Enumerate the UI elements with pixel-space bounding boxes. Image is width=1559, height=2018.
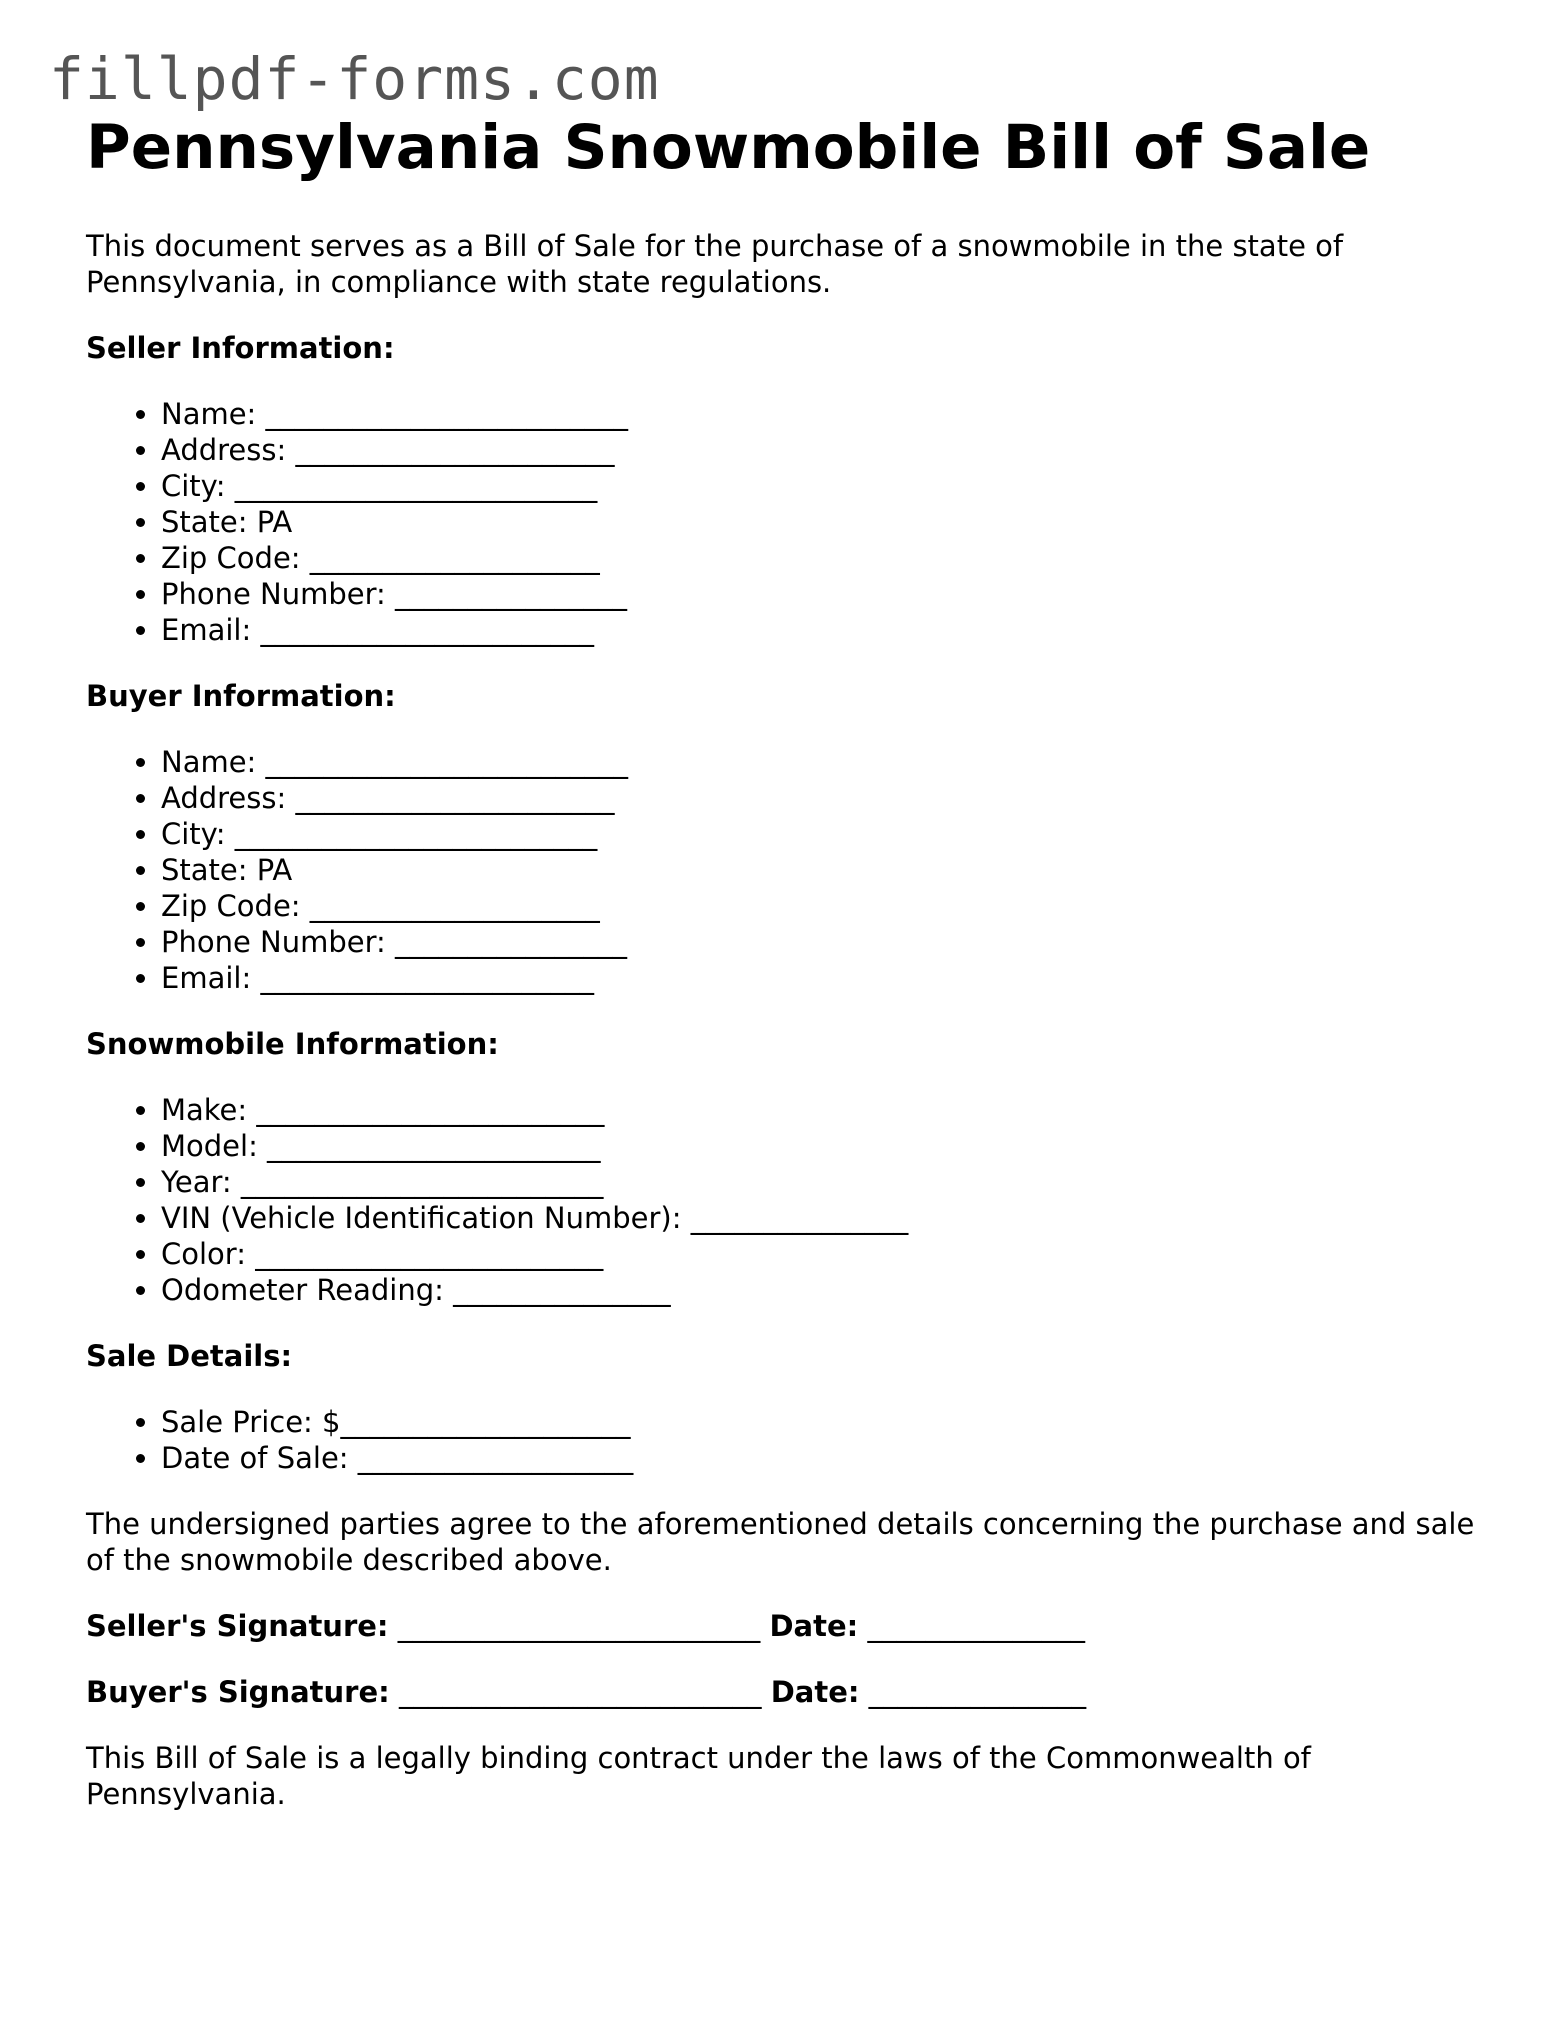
- seller-signature-row: [86, 1608, 1486, 1644]
- buyer-city-field[interactable]: • City: _________________________: [161, 816, 1486, 852]
- agreement-paragraph: The undersigned parties agree to the aforementioned details concerning the purchase and sale of the snowmobile described above.: [86, 1507, 1475, 1577]
- seller-address-field[interactable]: • Address: ______________________: [161, 432, 1486, 468]
- seller-state-field: • State: PA: [161, 504, 1486, 540]
- seller-date-label: Date:: [769, 1609, 859, 1643]
- seller-name-field[interactable]: • Name: _________________________: [161, 396, 1486, 432]
- seller-phone-field[interactable]: • Phone Number: ________________: [161, 576, 1486, 612]
- snowmobile-model-field[interactable]: • Model: _______________________: [161, 1128, 1486, 1164]
- sale-section-heading: Sale Details:: [86, 1339, 293, 1373]
- snowmobile-year-field[interactable]: • Year: _________________________: [161, 1164, 1486, 1200]
- watermark-logo: fillpdf-forms.com: [49, 45, 660, 113]
- buyer-state-field: • State: PA: [161, 852, 1486, 888]
- snowmobile-field-list: [86, 1092, 1486, 1308]
- buyer-date-field[interactable]: _______________: [859, 1675, 1087, 1709]
- seller-signature-label: Seller's Signature:: [86, 1609, 389, 1643]
- buyer-phone-field[interactable]: • Phone Number: ________________: [161, 924, 1486, 960]
- buyer-zip-field[interactable]: • Zip Code: ____________________: [161, 888, 1486, 924]
- buyer-field-list: [86, 744, 1486, 996]
- intro-paragraph: This document serves as a Bill of Sale for the purchase of a snowmobile in the state of Pennsylvania, in compliance with state regulations.: [86, 229, 1344, 299]
- buyer-address-field[interactable]: • Address: ______________________: [161, 780, 1486, 816]
- sale-date-field[interactable]: • Date of Sale: ___________________: [161, 1440, 1486, 1476]
- buyer-signature-label: Buyer's Signature:: [86, 1675, 390, 1709]
- sale-price-field[interactable]: • Sale Price: $____________________: [161, 1404, 1486, 1440]
- snowmobile-make-field[interactable]: • Make: ________________________: [161, 1092, 1486, 1128]
- buyer-signature-row: [86, 1674, 1486, 1710]
- seller-date-field[interactable]: _______________: [858, 1609, 1085, 1643]
- buyer-email-field[interactable]: • Email: _______________________: [161, 960, 1486, 996]
- buyer-name-field[interactable]: • Name: _________________________: [161, 744, 1486, 780]
- seller-city-field[interactable]: • City: _________________________: [161, 468, 1486, 504]
- seller-section-heading: Seller Information:: [86, 331, 395, 365]
- page-title: Pennsylvania Snowmobile Bill of Sale: [86, 112, 1371, 183]
- buyer-date-label: Date:: [770, 1675, 860, 1709]
- document-page: [86, 112, 1486, 1812]
- buyer-section-heading: Buyer Information:: [86, 679, 396, 713]
- snowmobile-section-heading: Snowmobile Information:: [86, 1027, 499, 1061]
- legal-footer-paragraph: This Bill of Sale is a legally binding contract under the laws of the Commonwealth of Pennsylvania.: [86, 1741, 1311, 1811]
- seller-zip-field[interactable]: • Zip Code: ____________________: [161, 540, 1486, 576]
- snowmobile-vin-field[interactable]: • VIN (Vehicle Identification Number): _______________: [161, 1200, 1486, 1236]
- snowmobile-odometer-field[interactable]: • Odometer Reading: _______________: [161, 1272, 1486, 1308]
- sale-field-list: [86, 1404, 1486, 1476]
- snowmobile-color-field[interactable]: • Color: ________________________: [161, 1236, 1486, 1272]
- buyer-signature-field[interactable]: _________________________: [389, 1675, 771, 1709]
- seller-signature-field[interactable]: _________________________: [388, 1609, 770, 1643]
- seller-field-list: [86, 396, 1486, 648]
- seller-email-field[interactable]: • Email: _______________________: [161, 612, 1486, 648]
